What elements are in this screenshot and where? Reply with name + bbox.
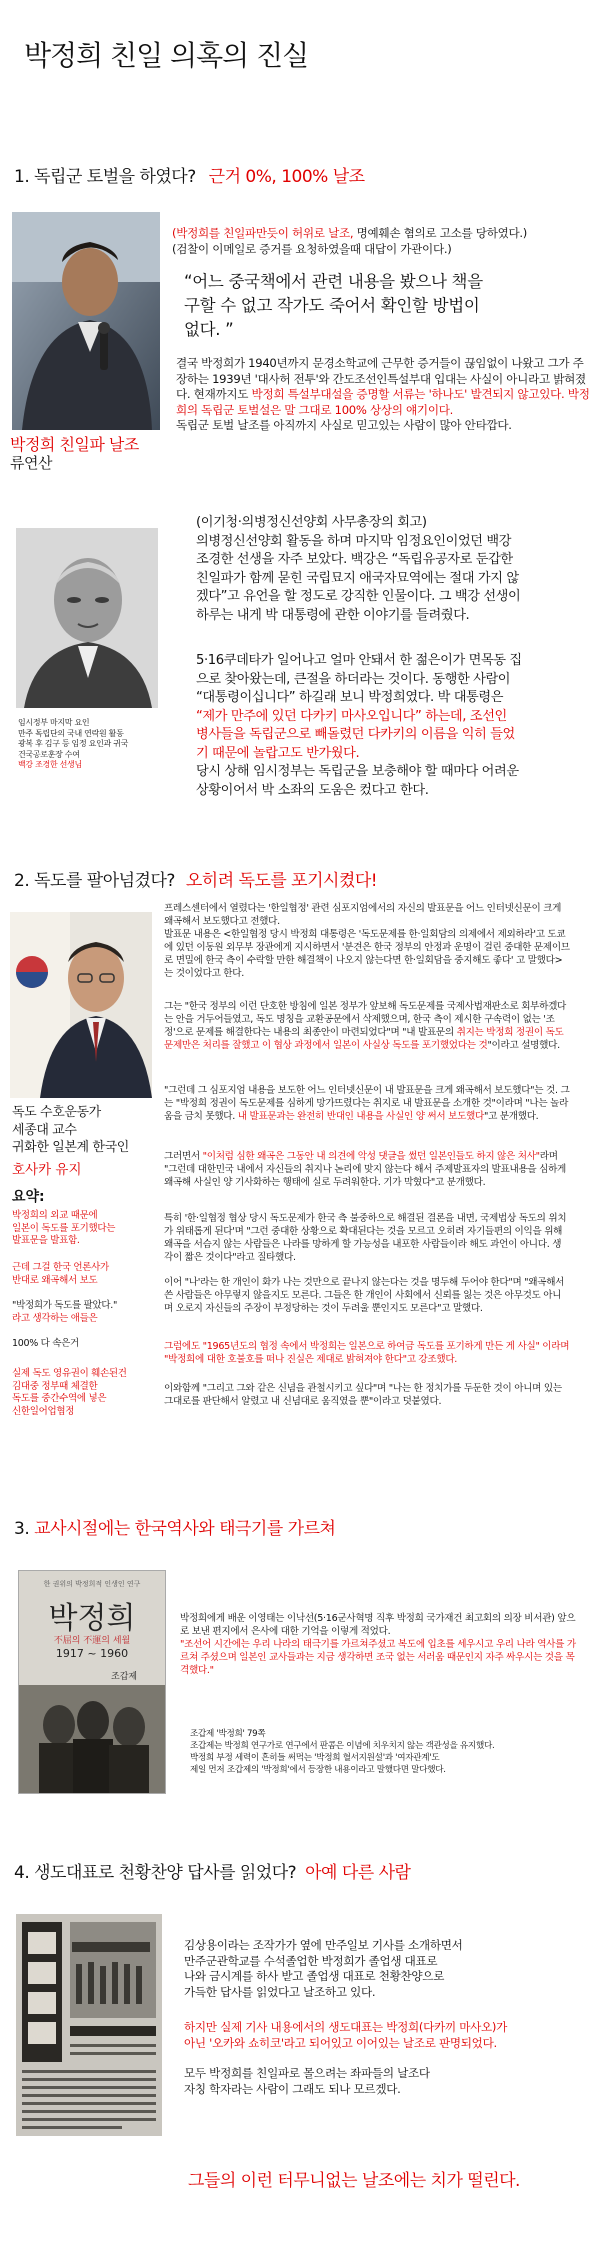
s2-para2 <box>164 1000 570 1052</box>
s2-para2-red: 취지는 박정희 정권이 독도문제만은 처리를 잘했고 이 협상 과정에서 일본이 사실상 독도를 포기했었다는 것 <box>164 1027 564 1051</box>
s4-para1: 김상용이라는 조작가가 옆에 만주일보 기사를 소개하면서 만주군관학교를 수석졸업한 박정희가 졸업생 대표로 나와 금시계를 하사 받고 졸업생 대표로 천황찬양으로 가득한 답사를 읽었다고 날조하고 있다. <box>184 1938 463 1999</box>
hosaka-photo <box>10 912 152 1098</box>
s1-p3-red: “제가 만주에 있던 다카키 마사오입니다” 하는데, 조선인 병사들을 독립군으로 빼돌렸던 다카키의 이름을 익히 들었기 때문에 놀랍고도 반가웠다. <box>196 708 515 761</box>
s3-p1-black: 박정희에게 배운 이영태는 이낙선(5·16군사혁명 직후 박정희 국가재건 최고회의 의장 비서관) 앞으로 보낸 편지에서 은사에 대한 기억을 이렇게 적었다. <box>180 1613 576 1637</box>
s1-p3-black2: 당시 상해 임시정부는 독립군을 보충해야 할 때마다 어려운 상황이어서 박 소좌의 도움은 컸다고 한다. <box>196 764 519 798</box>
summary-black1: "박정희가 독도를 팔았다." <box>12 1300 118 1311</box>
ryu-caption-name: 류연산 <box>10 454 52 472</box>
ryu-yeonsan-photo <box>12 212 160 430</box>
summary-label: 요약: <box>12 1189 45 1205</box>
s2-para8: 이와함께 "그리고 그와 같은 신념을 관철시키고 싶다"며 "나는 한 정치가를 두둔한 것이 아니며 있는 그대로를 판단해서 알렸고 내 신념대로 움직였을 뿐"이라고 덧붙였다. <box>164 1383 562 1407</box>
summary-red4: 실제 독도 영유권이 훼손된건 김대중 정부때 체결한 독도를 중간수역에 넣은 신한일어업협정 <box>12 1368 127 1417</box>
ryu-caption-red: 박정희 친일파 날조 <box>10 435 139 454</box>
book-title: 박정희 <box>48 1601 136 1636</box>
baekgang-caption: 임시정부 마지막 요인 만주 독립단의 국내 연락원 활동 광복 후 김구 등 임정 요인과 귀국 건국공로훈장 수여 <box>18 718 129 759</box>
s4-para3: 모두 박정희를 친일파로 몰으려는 좌파들의 날조다 자칭 학자라는 사람이 그래도 되나 모르겠다. <box>184 2066 430 2096</box>
s1-intro-black1: 명예훼손 혐의로 고소를 당하였다.) <box>353 226 528 240</box>
book-cover-photo <box>19 1685 165 1793</box>
section3-heading <box>14 1514 335 1539</box>
book-small-title: 한 권위의 박정희적 인생인 연구 <box>43 1580 141 1588</box>
newspaper-clipping <box>16 1914 162 2136</box>
section3-heading-number: 3. <box>14 1519 30 1539</box>
s2-para3-red: 내 발표문과는 완전히 반대인 내용을 사실인 양 써서 보도했다 <box>235 1111 484 1122</box>
s2-para2-black1: 그는 "한국 정부의 이런 단호한 방침에 일본 정부가 앞보해 독도문제를 국제사법재판소로 회부하겠다는 안을 거두어들였고, 독도 명칭을 교환공문에서 삭제했으며, 한국 측이 제시한 구속력이 없는 '조정'으로 문제를 해결한다는 내용의 최종안이 마련되었다"며 "내 발표문의 <box>164 1001 567 1038</box>
s2-para1: 프레스센터에서 열렸다는 '한일협정' 관련 심포지엄에서의 자신의 발표문을 어느 인터넷신문이 크게 왜곡해서 보도했다고 전했다. 발표문 내용은 <한일협정 당시 박정희 대통령은 '독도문제를 한·일회담의 의제에서 제외하라'고 도쿄에 있던 이동원 외무부 장관에게 지시하면서 '분견은 한국 정부의 안정과 운명이 걸린 중대한 문제이므로 면밀에 한국 측이 수락할 만한 해결책이 나오지 않는다면 한·일회담을 중지해도 좋다' 고 말했다> 는 것이었다고 한다. <box>164 903 570 979</box>
section3-heading-text: 교사시절에는 한국역사와 태극기를 가르쳐 <box>34 1519 336 1539</box>
s1-quote: “어느 중국책에서 관련 내용을 봤으나 책을 구할 수 없고 작가도 죽어서 확인할 방법이 없다. ” <box>184 272 483 339</box>
s1-intro-black2: (검찰이 이메일로 증거를 요청하였을때 대답이 가관이다.) <box>172 241 452 256</box>
s1-p1-black1: 결국 박정희가 1940년까지 문경소학교에 근무한 증거들이 끊임없이 나왔고 그가 주장하는 1939년 '대사허 전투'와 간도조선인특설부대 입대는 사실이 아니라고 밝혀졌다. 현재까지도 <box>176 356 586 401</box>
section2-heading-answer: 오히려 독도를 포기시켰다! <box>185 871 378 891</box>
section2-heading-question: 2. 독도를 팔아넘겼다? <box>14 871 175 891</box>
summary-red2: 근데 그걸 한국 언론사가 반대로 왜곡해서 보도 <box>12 1262 109 1286</box>
s2-para4-black1: 그러면서 <box>164 1151 200 1162</box>
s3-para2: 조갑제 '박정희' 79쪽 조갑제는 박정희 연구가로 연구에서 판콤은 이념에 치우치지 않는 객관성을 유지했다. 박정희 부정 세력이 흔히들 써먹는 '박정희 혈서지원설'과 '여자관계'도 제일 먼저 조갑제의 '박정희'에서 등장한 내용이라고 말했다면 말다했다. <box>190 1729 495 1775</box>
hosaka-caption-name: 호사카 유지 <box>12 1162 82 1178</box>
section1-heading-question: 1. 독립군 토벌을 하였다? <box>14 167 196 187</box>
s1-p1-black2: 독립군 토벌 날조를 아직까지 사실로 믿고있는 사람이 많아 안타깝다. <box>176 418 512 432</box>
s1-paragraph2: (이기청·의병정신선양회 사무총장의 회고) 의병정신선양회 활동을 하며 마지막 임정요인이었던 백강 조경한 선생을 자주 보았다. 백강은 “독립유공자로 둔갑한 친일파가 함께 묻힌 국립묘지 애국자묘역에는 절대 가지 않겠다”고 유언을 할 정도로 강직한 인물이다. 그 백강 선생이 하루는 내게 박 대통령에 관한 이야기를 들려줬다. <box>196 515 521 623</box>
s4-para2: 하지만 실제 기사 내용에서의 생도대표는 박정희(다카끼 마사오)가 아닌 '오카와 쇼히코'라고 되어있고 이어있는 날조로 판명되었다. <box>184 2020 508 2050</box>
book-author: 조갑제 <box>111 1672 138 1682</box>
baekgang-caption-red: 백강 조경한 선생님 <box>18 760 82 769</box>
conclusion: 그들의 이런 터무니없는 날조에는 치가 떨린다. <box>188 2171 520 2191</box>
s3-p1-red: "조선어 시간에는 우리 나라의 태극기를 가르쳐주셨고 복도에 입초를 세우시고 우리 나라 역사를 가르쳐 주셨으며 일본인 교사들과는 지금 생각하면 조국 없는 서러움 때문인지 자주 싸우시는 것을 목격했다." <box>180 1639 576 1676</box>
section1-heading <box>14 162 365 187</box>
book-cover <box>18 1570 166 1794</box>
ryu-photo-caption <box>10 436 139 472</box>
s2-para3-black2: "고 분개했다. <box>483 1111 539 1122</box>
section4-heading-question: 4. 생도대표로 천황찬양 답사를 읽었다? <box>14 1863 297 1883</box>
book-years: 1917 ~ 1960 <box>55 1647 129 1660</box>
summary-black2: 100% 다 속은거 <box>12 1338 79 1349</box>
summary-red3: 라고 생각하는 애들은 <box>12 1313 98 1324</box>
s1-paragraph1 <box>176 356 592 434</box>
s2-para4-red: "이처럼 심한 왜곡은 그동안 내 의견에 악성 댓글을 썼던 일본인들도 하지 않은 처사" <box>199 1151 540 1162</box>
s1-p1-red: 박정희 특설부대설을 증명할 서류는 '하나도' 발견되지 않고있다. 박정희의 독립군 토벌설은 말 그대로 100% 상상의 얘기이다. <box>176 387 590 417</box>
section4-heading-answer: 아예 다른 사람 <box>305 1863 411 1883</box>
s2-para7: 그럼에도 "1965년도의 협정 속에서 박정희는 일본으로 하여금 독도를 포기하게 만든 게 사실" 이라며 "박정희에 대한 호불호를 떠나 진실은 제대로 밝혀져야 한다"고 강조했다. <box>164 1341 570 1365</box>
book-subtitle: 不屈의 不運의 세월 <box>53 1636 131 1646</box>
summary-red1: 박정희의 외교 때문에 일본이 독도를 포기했다는 발표문을 발표함. <box>12 1210 116 1246</box>
section1-heading-answer: 근거 0%, 100% 날조 <box>208 167 365 187</box>
s2-para4-black2: 라며 "그런데 대한민국 내에서 자신들의 취지나 논리에 맞지 않는다 해서 주제발표자의 발표내용을 심하게 왜곡해 사실인 양 기사화하는 행태에 실로 두려워한다. 기가 막혔다"고 분개했다. <box>164 1151 567 1188</box>
s2-para6: 이어 "나'라는 한 개인이 화가 나는 것만으로 끝나지 않는다는 것을 명두해 두어야 한다"며 "왜곡해서 쓴 사람들은 아무렇지 않을지도 모른다. 그들은 한 개인이 사회에서 신뢰를 잃는 것은 아무것도 아니며 오로지 자신들의 주장이 부정당하는 것이 두려울 뿐인지도 모른다"고 말했다. <box>164 1277 565 1314</box>
section4-heading <box>14 1858 410 1883</box>
s2-para3-black1: "그런데 그 심포지엄 내용을 보도한 어느 인터넷신문이 내 발표문을 크게 왜곡해서 보도했다"는 것. 그는 "박정희 정권이 독도문제를 심하게 망가뜨렸다는 취지로 내 발표문을 소개한 것"이라며 "나는 놀라움을 금치 못했다. <box>164 1085 570 1122</box>
s2-para3 <box>164 1084 570 1123</box>
section2-heading <box>14 866 377 891</box>
s1-intro <box>172 226 592 257</box>
baekgang-photo <box>16 528 158 708</box>
s1-intro-red: (박정희를 친일파만듯이 허위로 날조, <box>172 226 354 240</box>
s2-para5: 특히 '한·일협정 협상 당시 독도문제가 한국 측 불중하으로 해결된 결론을 내면, 국제법상 독도의 위치가 위태롭게 된다'며 "그런 중대한 상황으로 확대된다는 것을 모르고 오히려 자기들편의 이익을 위해 왜곡을 서슴지 않는 사람들은 나라를 망하게 할 가능성을 내포한 사람들이라 해도 과언이 아니다. 생각이 짧은 것이다"라고 질타했다. <box>164 1213 567 1263</box>
s1-paragraph3 <box>196 652 522 800</box>
hosaka-caption: 독도 수호운동가 세종대 교수 귀화한 일본계 한국인 <box>12 1105 129 1155</box>
page-title: 박정희 친일 의혹의 진실 <box>24 39 309 72</box>
s3-para1 <box>180 1612 580 1677</box>
s2-para4 <box>164 1150 570 1189</box>
s1-p3-black1: 5·16쿠데타가 일어나고 얼마 안돼서 한 젊은이가 면목동 집으로 찾아왔는데, 큰절을 하더라는 것이다. 동행한 사람이 “대통령이십니다” 하길래 보니 박정희였다. 박 대통령은 <box>196 653 522 705</box>
s2-para2-black2: "이라고 설명했다. <box>487 1040 560 1051</box>
